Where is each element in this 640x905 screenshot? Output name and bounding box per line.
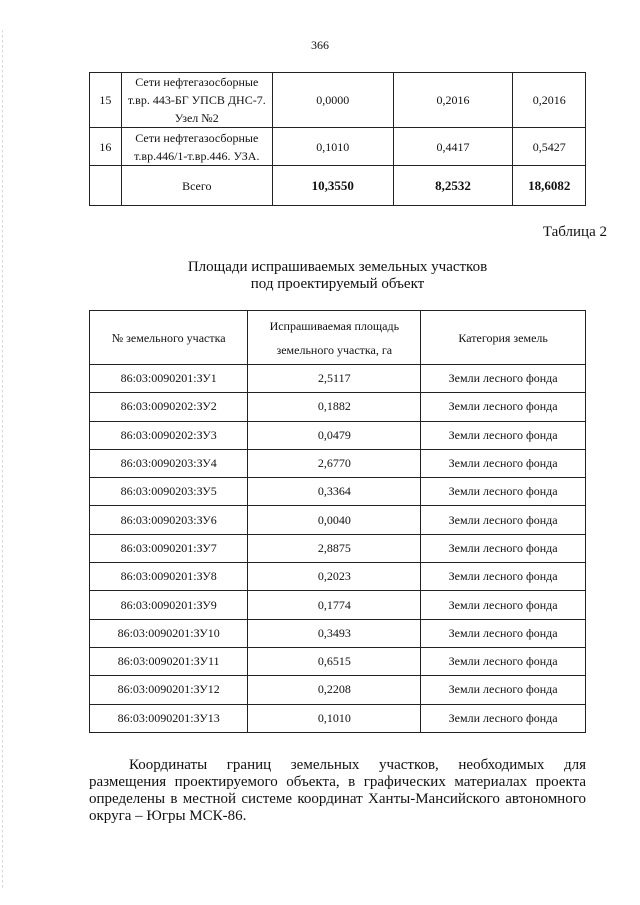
table-subtitle: под проектируемый объект: [250, 276, 425, 292]
scan-margin-line: [2, 30, 3, 890]
area-cell: 0,6515: [248, 647, 421, 675]
plot-number-cell: 86:03:0090201:ЗУ10: [90, 619, 248, 647]
category-cell: Земли лесного фонда: [421, 449, 586, 477]
table-row: [90, 563, 586, 591]
coordinates-paragraph: Координаты границ земельных участков, необходимых для размещения проектируемого объекта, в графических материалах проекта определены в местной системе координат Ханты-Мансийского автономного округа – Югры МСК-86.: [89, 757, 586, 824]
area-cell: 0,2208: [248, 676, 421, 704]
plot-number-cell: 86:03:0090201:ЗУ11: [90, 647, 248, 675]
plot-number-cell: 86:03:0090202:ЗУ3: [90, 421, 248, 449]
table-header-row: [90, 311, 586, 365]
area-cell: 2,6770: [248, 449, 421, 477]
category-cell: Земли лесного фонда: [421, 478, 586, 506]
plot-number-cell: 86:03:0090201:ЗУ1: [90, 365, 248, 393]
table-row: [90, 73, 586, 128]
table-label: Таблица 2: [542, 224, 607, 240]
plot-number-cell: 86:03:0090201:ЗУ8: [90, 563, 248, 591]
area-cell: 0,3364: [248, 478, 421, 506]
table-row: [90, 128, 586, 166]
total-label: Всего: [121, 166, 272, 206]
header-plot-number: № земельного участка: [90, 311, 248, 365]
area-cell: 0,0479: [248, 421, 421, 449]
area-cell: 0,2023: [248, 563, 421, 591]
row-number: 16: [90, 128, 122, 166]
category-cell: Земли лесного фонда: [421, 421, 586, 449]
network-name: Сети нефтегазосборные т.вр. 443-БГ УПСВ ДНС-7. Узел №2: [121, 73, 272, 128]
plot-number-cell: 86:03:0090201:ЗУ12: [90, 676, 248, 704]
category-cell: Земли лесного фонда: [421, 676, 586, 704]
value-cell: 0,2016: [513, 73, 586, 128]
table-row: [90, 619, 586, 647]
plot-number-cell: 86:03:0090201:ЗУ13: [90, 704, 248, 732]
plot-number-cell: 86:03:0090203:ЗУ6: [90, 506, 248, 534]
category-cell: Земли лесного фонда: [421, 534, 586, 562]
area-cell: 0,1774: [248, 591, 421, 619]
area-cell: 2,5117: [248, 365, 421, 393]
land-plots-area-table: [89, 310, 586, 733]
total-value: 18,6082: [513, 166, 586, 206]
total-value: 8,2532: [393, 166, 513, 206]
table-row: [90, 676, 586, 704]
category-cell: Земли лесного фонда: [421, 563, 586, 591]
table-row: [90, 704, 586, 732]
plot-number-cell: 86:03:0090203:ЗУ5: [90, 478, 248, 506]
table-row: [90, 449, 586, 477]
plot-number-cell: 86:03:0090201:ЗУ9: [90, 591, 248, 619]
plot-number-cell: 86:03:0090201:ЗУ7: [90, 534, 248, 562]
total-row: [90, 166, 586, 206]
table-row: [90, 534, 586, 562]
area-cell: 2,8875: [248, 534, 421, 562]
row-number: 15: [90, 73, 122, 128]
network-name: Сети нефтегазосборные т.вр.446/1-т.вр.446. УЗА.: [121, 128, 272, 166]
table-row: [90, 591, 586, 619]
total-value: 10,3550: [272, 166, 393, 206]
category-cell: Земли лесного фонда: [421, 591, 586, 619]
value-cell: 0,0000: [272, 73, 393, 128]
plot-number-cell: 86:03:0090203:ЗУ4: [90, 449, 248, 477]
value-cell: 0,5427: [513, 128, 586, 166]
table-row: [90, 421, 586, 449]
category-cell: Земли лесного фонда: [421, 704, 586, 732]
value-cell: 0,1010: [272, 128, 393, 166]
table-title: Площади испрашиваемых земельных участков: [187, 259, 488, 275]
header-category: Категория земель: [421, 311, 586, 365]
area-cell: 0,3493: [248, 619, 421, 647]
table-row: [90, 647, 586, 675]
table-row: [90, 478, 586, 506]
land-plots-summary-table: [89, 72, 586, 206]
header-area: Испрашиваемая площадь земельного участка, га: [248, 311, 421, 365]
area-cell: 0,1882: [248, 393, 421, 421]
category-cell: Земли лесного фонда: [421, 506, 586, 534]
area-cell: 0,0040: [248, 506, 421, 534]
category-cell: Земли лесного фонда: [421, 619, 586, 647]
table-row: [90, 506, 586, 534]
plot-number-cell: 86:03:0090202:ЗУ2: [90, 393, 248, 421]
table-row: [90, 393, 586, 421]
page-number: 366: [311, 38, 329, 52]
value-cell: 0,4417: [393, 128, 513, 166]
category-cell: Земли лесного фонда: [421, 393, 586, 421]
area-cell: 0,1010: [248, 704, 421, 732]
category-cell: Земли лесного фонда: [421, 647, 586, 675]
value-cell: 0,2016: [393, 73, 513, 128]
table-row: [90, 365, 586, 393]
category-cell: Земли лесного фонда: [421, 365, 586, 393]
